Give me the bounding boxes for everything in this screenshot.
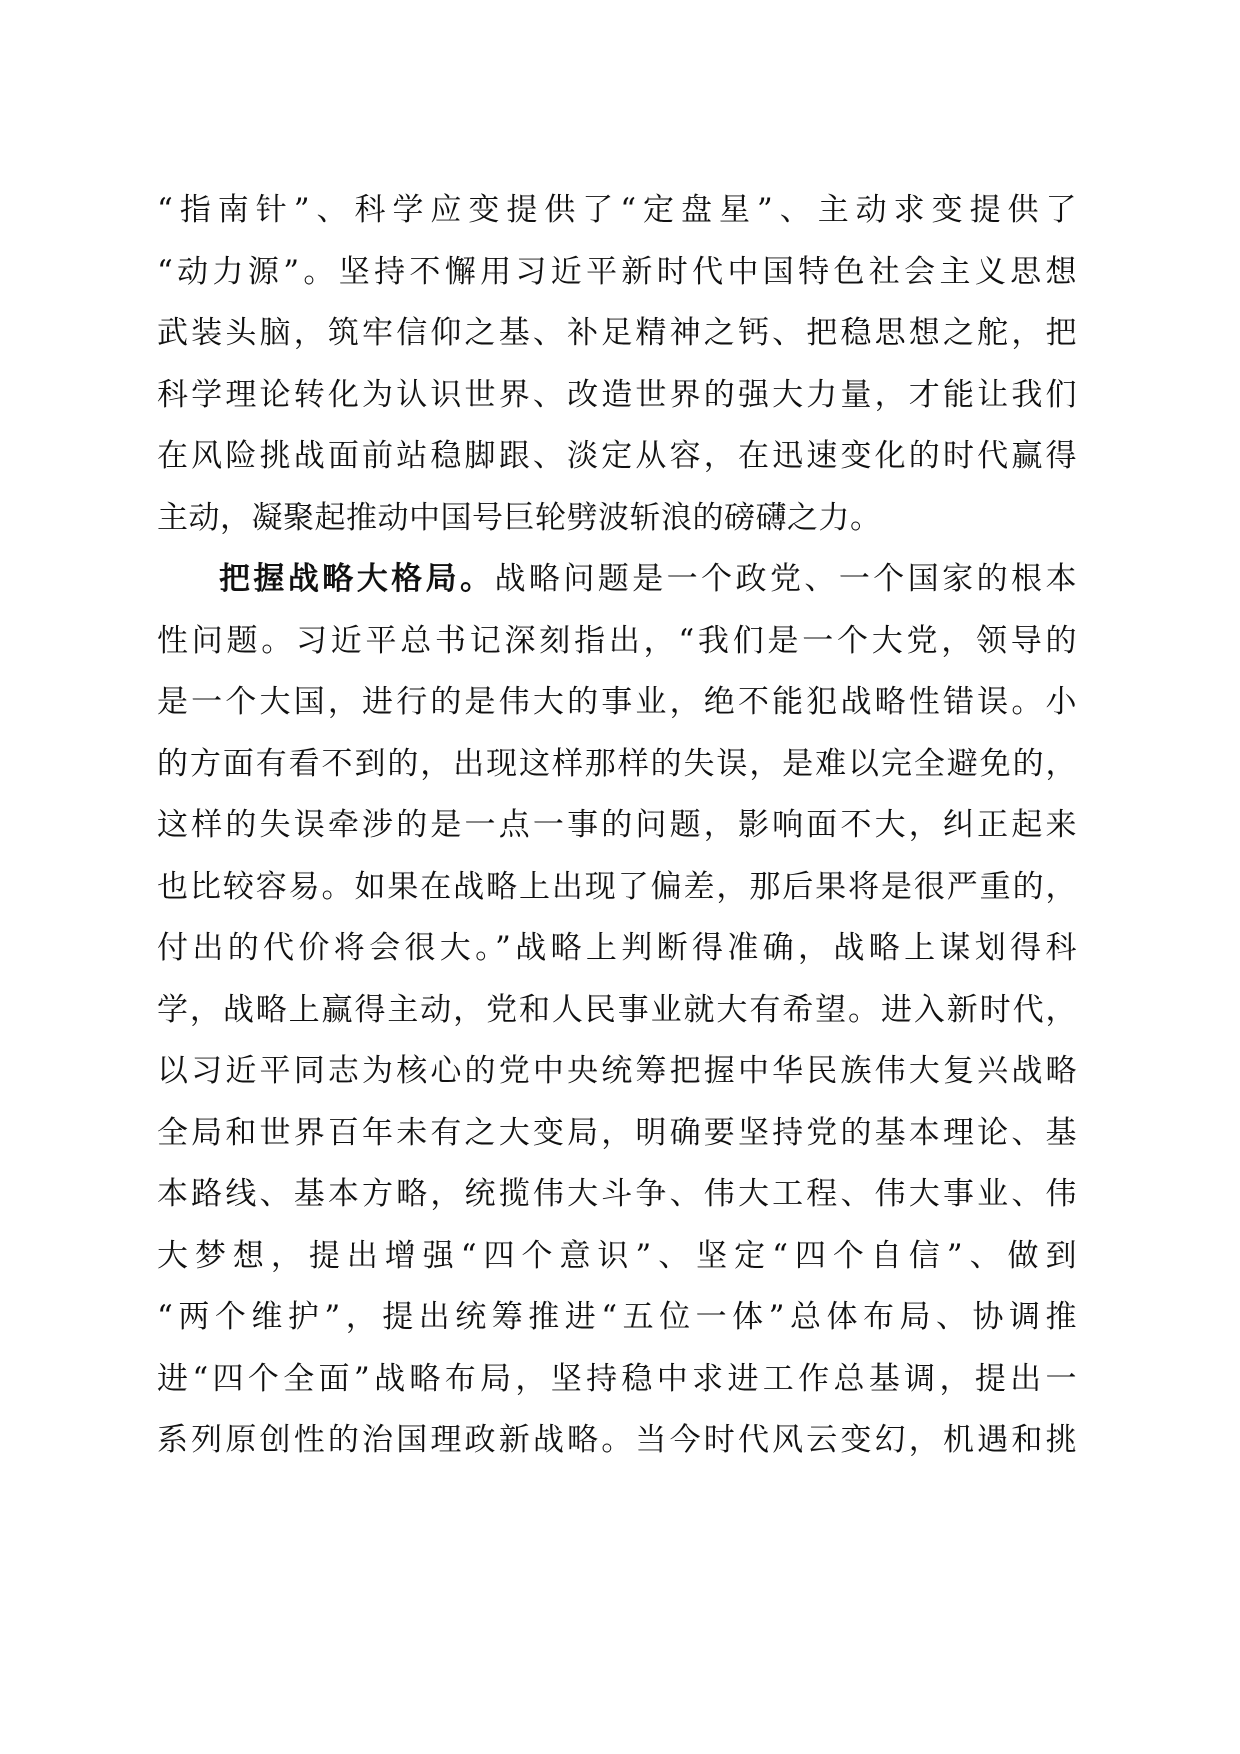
text-line: “动力源”。坚持不懈用习近平新时代中国特色社会主义思想 <box>157 253 1077 290</box>
paragraph-1 <box>157 180 1077 549</box>
paragraph-2 <box>157 549 1077 1472</box>
text-line: 主动，凝聚起推动中国号巨轮劈波斩浪的磅礴之力。 <box>157 499 882 536</box>
text-line: 武装头脑，筑牢信仰之基、补足精神之钙、把稳思想之舵，把 <box>157 315 1077 351</box>
text-line: 系列原创性的治国理政新战略。当今时代风云变幻，机遇和挑 <box>157 1422 1077 1458</box>
text-line: 全局和世界百年未有之大变局，明确要坚持党的基本理论、基 <box>157 1114 1077 1151</box>
text-line-rest: 战略问题是一个政党、一个国家的根本 <box>494 561 1077 597</box>
text-line: 的方面有看不到的，出现这样那样的失误，是难以完全避免的， <box>157 745 1077 782</box>
text-line: 本路线、基本方略，统揽伟大斗争、伟大工程、伟大事业、伟 <box>157 1176 1077 1212</box>
text-line: 科学理论转化为认识世界、改造世界的强大力量，才能让我们 <box>157 376 1077 413</box>
text-line: “两个维护”，提出统筹推进“五位一体”总体布局、协调推 <box>157 1299 1077 1335</box>
text-line: “指南针”、科学应变提供了“定盘星”、主动求变提供了 <box>157 192 1077 228</box>
text-line: 是一个大国，进行的是伟大的事业，绝不能犯战略性错误。小 <box>157 684 1077 720</box>
text-line: 学，战略上赢得主动，党和人民事业就大有希望。进入新时代， <box>157 991 1077 1028</box>
text-line: 也比较容易。如果在战略上出现了偏差，那后果将是很严重的， <box>157 868 1077 905</box>
text-line: 在风险挑战面前站稳脚跟、淡定从容，在迅速变化的时代赢得 <box>157 438 1077 474</box>
text-line: 付出的代价将会很大。”战略上判断得准确，战略上谋划得科 <box>157 930 1077 966</box>
body-text <box>157 180 1077 1472</box>
text-line: 大梦想，提出增强“四个意识”、坚定“四个自信”、做到 <box>157 1237 1077 1274</box>
text-line: 性问题。习近平总书记深刻指出，“我们是一个大党，领导的 <box>157 622 1077 659</box>
text-line: 以习近平同志为核心的党中央统筹把握中华民族伟大复兴战略 <box>157 1053 1077 1089</box>
text-line: 进“四个全面”战略布局，坚持稳中求进工作总基调，提出一 <box>157 1360 1077 1397</box>
paragraph-first-line <box>157 549 1077 611</box>
text-line: 这样的失误牵涉的是一点一事的问题，影响面不大，纠正起来 <box>157 807 1077 843</box>
section-heading: 把握战略大格局。 <box>219 561 495 597</box>
